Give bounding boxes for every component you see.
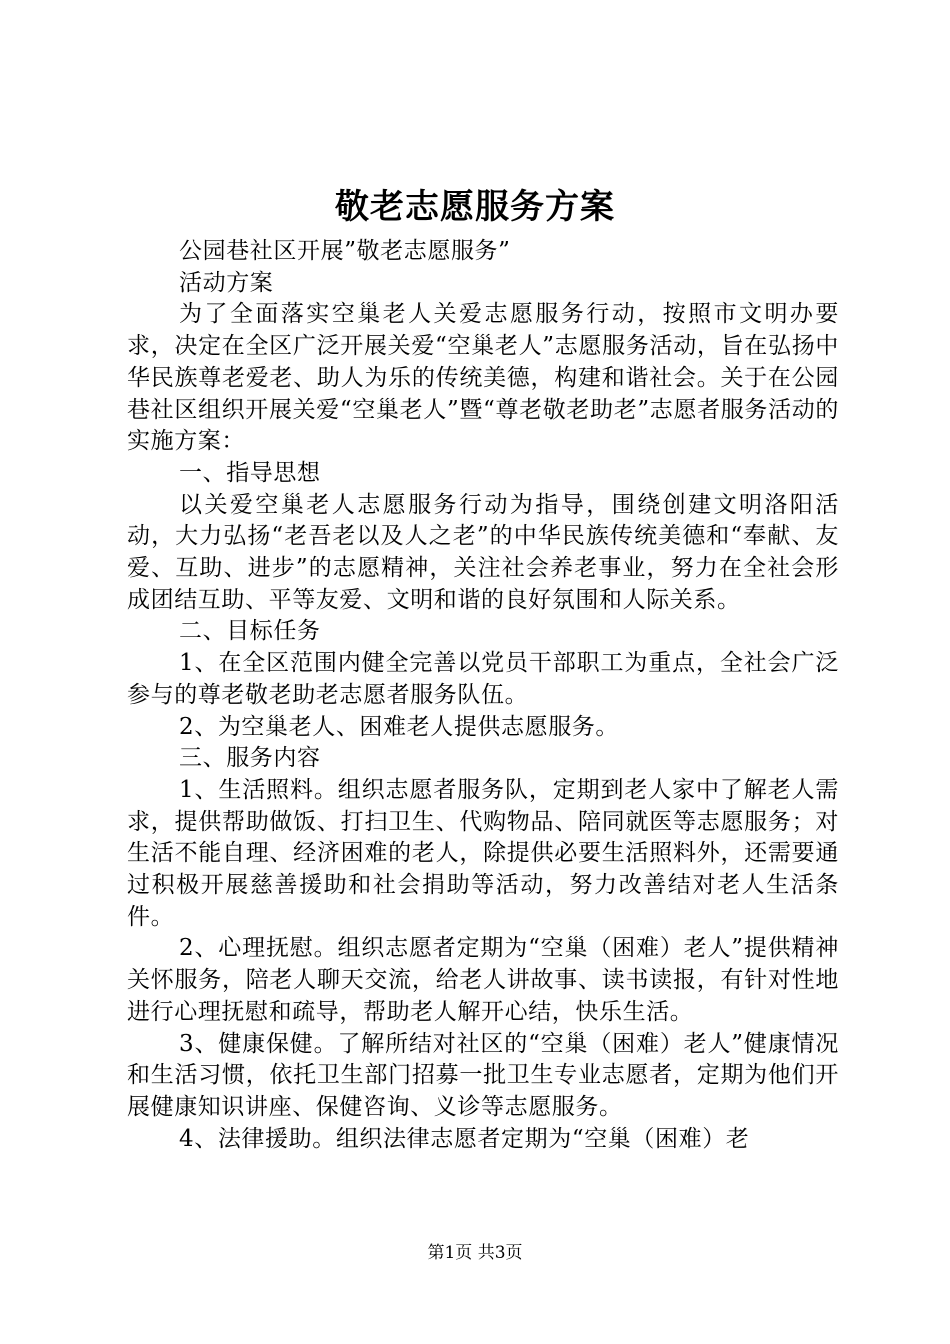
page-footer: 第1页 共3页: [427, 1243, 523, 1263]
paragraph-intro: 为了全面落实空巢老人关爱志愿服务行动，按照市文明办要求，决定在全区广泛开展关爱“空巢老人”志愿服务活动，旨在弘扬中华民族尊老爱老、助人为乐的传统美德，构建和谐社会。关于在公园巷社区组织开展关爱“空巢老人”暨“尊老敬老助老”志愿者服务活动的实施方案：: [127, 301, 839, 455]
document-title: 敬老志愿服务方案: [335, 187, 615, 227]
paragraph-subtitle-line1: 公园巷社区开展”敬老志愿服务”: [179, 238, 511, 264]
document-body: [127, 236, 839, 1155]
section-heading-guiding-ideology: 一、指导思想: [179, 459, 321, 486]
section-heading-service-content: 三、服务内容: [179, 745, 321, 772]
paragraph-service-2: 2、心理抚慰。组织志愿者定期为“空巢（困难）老人”提供精神关怀服务，陪老人聊天交流，给老人讲故事、读书读报，有针对性地进行心理抚慰和疏导，帮助老人解开心结，快乐生活。: [127, 935, 839, 1025]
paragraph-guiding-ideology: 以关爱空巢老人志愿服务行动为指导，围绕创建文明洛阳活动，大力弘扬“老吾老以及人之老”的中华民族传统美德和“奉献、友爱、互助、进步”的志愿精神，关注社会养老事业，努力在全社会形成团结互助、平等友爱、文明和谐的良好氛围和人际关系。: [127, 491, 839, 613]
paragraph-service-1: 1、生活照料。组织志愿者服务队，定期到老人家中了解老人需求，提供帮助做饭、打扫卫生、代购物品、陪同就医等志愿服务；对生活不能自理、经济困难的老人，除提供必要生活照料外，还需要通过积极开展慈善援助和社会捐助等活动，努力改善结对老人生活条件。: [127, 776, 839, 930]
paragraph-goal-1: 1、在全区范围内健全完善以党员干部职工为重点，全社会广泛参与的尊老敬老助老志愿者服务队伍。: [127, 650, 839, 708]
paragraph-service-3: 3、健康保健。了解所结对社区的“空巢（困难）老人”健康情况和生活习惯，依托卫生部门招募一批卫生专业志愿者，定期为他们开展健康知识讲座、保健咨询、义诊等志愿服务。: [127, 1030, 839, 1120]
paragraph-goal-2: 2、为空巢老人、困难老人提供志愿服务。: [179, 713, 620, 740]
section-heading-goals: 二、目标任务: [179, 618, 321, 645]
paragraph-service-4: 4、法律援助。组织法律志愿者定期为“空巢（困难）老: [179, 1125, 750, 1152]
paragraph-subtitle-line2: 活动方案: [179, 269, 274, 296]
